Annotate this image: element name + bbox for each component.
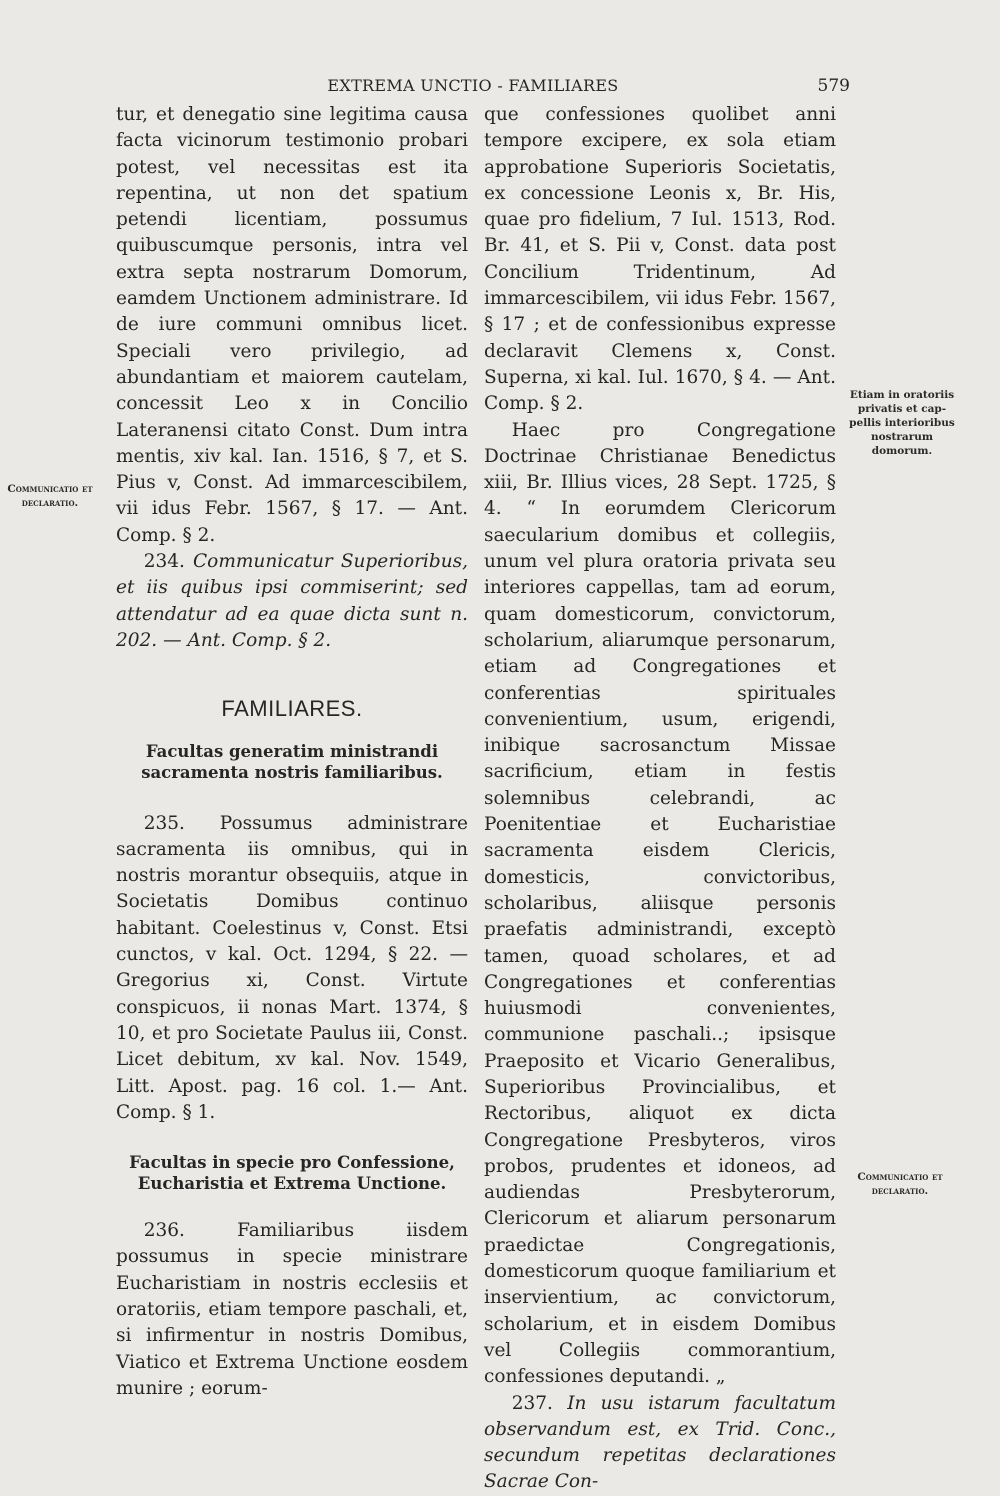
paragraph-237-text: In usu istarum facultatum observandum est, ex Trid. Conc., secundum repetitas declarationes Sacrae Con- xyxy=(484,1392,836,1493)
paragraph-235: 235. Possumus administrare sacramenta iis omnibus, qui in nostris morantur obsequiis, atque in Societatis Domibus continuo habitant. Coelestinus v, Const. Etsi cunctos, v kal. Oct. 1294, § 22. — Gregorius xi, Const. Virtute conspicuos, ii nonas Mart. 1374, § 10, et pro Societate Paulus iii, Const. Licet debitum, xv kal. Nov. 1549, Litt. Apost. pag. 16 col. 1.— Ant. Comp. § 1. xyxy=(116,812,468,1123)
running-head: EXTREMA UNCTIO - FAMILIARES xyxy=(327,76,619,95)
margin-note-etiam: Etiam in oratoriis privatis et cap-pellis interioribus nostrarum domorum. xyxy=(849,389,955,457)
paragraph-234 xyxy=(116,549,468,654)
right-continuation-paragraph: que confessiones quolibet anni tempore excipere, ex sola etiam approbatione Superioris Societatis, ex concessione Leonis x, Br. His, quae pro fidelium, 7 Iul. 1513, Rod. Br. 41, et S. Pii v, Const. data post Concilium Tridentinum, Ad immarcescibilem, vii idus Febr. 1567, § 17 ; et de confessionibus expresse declaravit Clemens x, Const. Superna, xi kal. Iul. 1670, § 4. — Ant. Comp. § 2. xyxy=(484,104,836,415)
right-column xyxy=(484,102,836,1496)
paragraph-237 xyxy=(484,1391,836,1496)
paragraph-haec: Haec pro Congregatione Doctrinae Christianae Benedictus xiii, Br. Illius vices, 28 Sept. 1725, § 4. “ In eorumdem Clericorum saecularium domibus et collegiis, unum vel plura oratoria privata seu interiores cappellas, tam ad eorum, quam domesticorum, convictorum, scholarium, aliarumque personarum, etiam ad Congregationes et conferentias spirituales convenientium, usum, erigendi, inibique sacrosanctum Missae sacrificium, etiam in festis solemnibus celebrandi, ac Poenitentiae et Eucharistiae sacramenta eisdem Clericis, domesticis, convictoribus, scholaribus, aliisque personis praefatis administrandi, exceptò tamen, quoad scholares, et ad Congregationes et conferentias huiusmodi convenientes, communione paschali..; ipsisque Praeposito et Vicario Generalibus, Superioribus Provincialibus, et Rectoribus, aliquot ex dicta Congregatione Presbyteros, viros probos, prudentes et idoneos, ad audiendas Presbyterorum, Clericorum et aliarum personarum praedictae Congregationis, domesticorum quoque familiarium et inservientium, ac convictorum, scholarium, et in eisdem Domibus vel Collegiis commorantium, confessiones deputandi. „ xyxy=(484,419,836,1388)
subheading-facultas-in-specie: Facultas in specie pro Confessione, Eucharistia et Extrema Unctione. xyxy=(129,1153,455,1194)
paragraph-236: 236. Familiaribus iisdem possumus in specie ministrare Eucharistiam in nostris ecclesiis et oratoriis, etiam tempore paschali, et, si infirmentur in nostris Domibus, Viatico et Extrema Unctione eosdem munire ; eorum- xyxy=(116,1220,468,1399)
left-column xyxy=(116,102,468,1402)
subheading-facultas-generatim: Facultas generatim ministrandi sacramenta nostris familiaribus. xyxy=(141,741,443,782)
margin-note-communicatio-left: Communicatio et declaratio. xyxy=(7,483,93,509)
page-number: 579 xyxy=(817,76,850,96)
section-heading-familiares: FAMILIARES. xyxy=(221,696,363,722)
margin-note-communicatio-right: Communicatio et declaratio. xyxy=(857,1171,943,1197)
left-continuation-paragraph: tur, et denegatio sine legitima causa facta vicinorum testimonio probari potest, vel necessitas est ita repentina, ut non det spatium petendi licentiam, possumus quibuscumque personis, intra vel extra septa nostrarum Domorum, eamdem Unctionem administrare. Id de iure communi omnibus licet. Speciali vero privilegio, ad abundantiam et maiorem cautelam, concessit Leo x in Concilio Lateranensi citato Const. Dum intra mentis, xiv kal. Ian. 1516, § 7, et S. Pius v, Const. Ad immarcescibilem, vii idus Febr. 1567, § 17. — Ant. Comp. § 2. xyxy=(116,104,468,546)
paragraph-234-number: 234. xyxy=(143,551,185,573)
paragraph-237-number: 237. xyxy=(511,1392,553,1414)
paragraph-234-text: Communicatur Superioribus, et iis quibus ipsi commiserint; sed attendatur ad ea quae dicta sunt n. 202. — Ant. Comp. § 2. xyxy=(116,551,468,651)
